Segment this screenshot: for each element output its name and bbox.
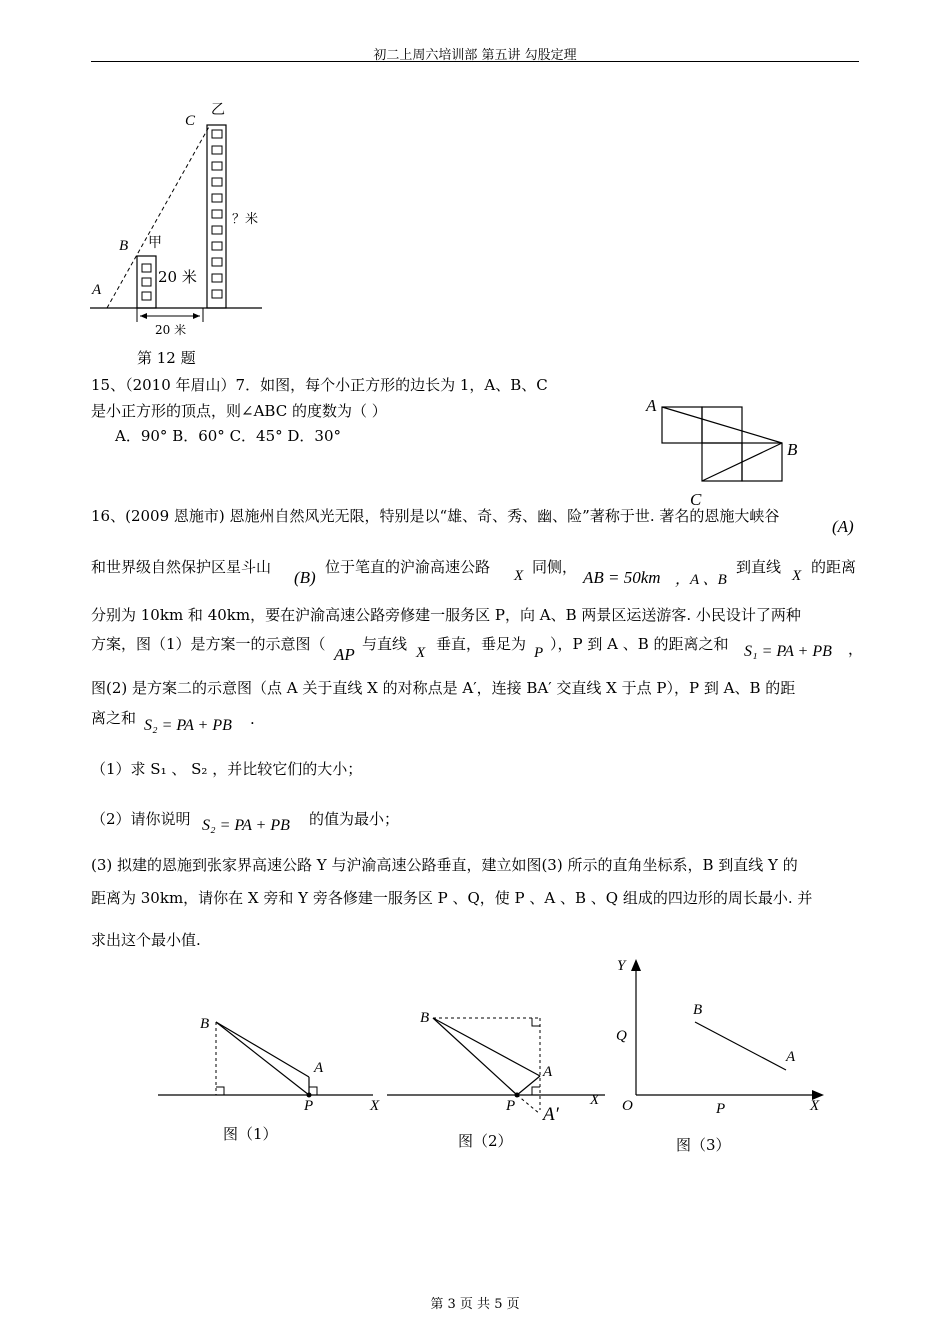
f1-label-b: B	[200, 1016, 210, 1032]
q16-part2-formula: S₂ = PA + PB	[202, 817, 290, 834]
f3-label-x: X	[810, 1098, 820, 1114]
q15-label-b: B	[787, 440, 798, 459]
q16-part3-line2: 距离为 30km，请你在 X 旁和 Y 旁各修建一服务区 P 、Q，使 P 、A 、B 、Q 组成的四边形的周长最小. 并	[91, 889, 813, 907]
q16-part3-line1: (3) 拟建的恩施到张家界高速公路 Y 与沪渝高速公路垂直，建立如图(3) 所示的直角坐标系，B 到直线 Y 的	[91, 856, 798, 874]
q16-part1: （1）求 S₁ 、 S₂ ，并比较它们的大小；	[91, 760, 363, 778]
label-point-c: C	[185, 113, 196, 129]
label-yi: 乙	[211, 103, 225, 118]
q16-line2-c: 同侧，	[532, 558, 578, 576]
q16-ap: AP	[334, 645, 355, 664]
q16-line1: 16、(2009 恩施市) 恩施州自然风光无限，特别是以“雄、奇、秀、幽、险”著称于世. 著名的恩施大峡谷	[91, 507, 780, 525]
q15-options: A．90° B．60° C．45° D．30°	[115, 427, 342, 445]
f1-caption: 图（1）	[223, 1125, 278, 1143]
q16-var-a: (A)	[832, 517, 854, 536]
q16-var-b: (B)	[294, 568, 316, 587]
q16-line3: 分别为 10km 和 40km，要在沪渝高速公路旁修建一服务区 P，向 A、B 两景区运送游客. 小民设计了两种	[91, 606, 801, 624]
q16-line2-b: 位于笔直的沪渝高速公路	[325, 558, 491, 576]
q16-line4-d: ），P 到 A 、B 的距离之和	[550, 635, 729, 653]
label-point-a: A	[92, 282, 102, 298]
figure-3-drawing	[620, 955, 830, 1115]
page-header: 初二上周六培训部 第五讲 勾股定理	[373, 48, 577, 63]
figure-q12-drawing	[90, 110, 360, 360]
f3-label-o: O	[622, 1098, 633, 1114]
label-distance-20: 20 米	[155, 323, 187, 337]
q16-x-line4: X	[416, 645, 426, 661]
label-unknown-height: ？米	[232, 212, 259, 227]
q16-part2-a: （2）请你说明	[91, 810, 191, 828]
q16-line2-e: 到直线	[736, 558, 782, 576]
figure-1-drawing	[158, 1010, 388, 1110]
q16-line4-b: 与直线	[362, 635, 408, 653]
f2-label-a-prime: A′	[543, 1104, 559, 1125]
q15-line1: 15、（2010 年眉山）7．如图，每个小正方形的边长为 1，A、B、C	[91, 376, 548, 394]
f3-caption: 图（3）	[676, 1136, 731, 1154]
q16-var-x2: X	[792, 568, 802, 584]
figure-q15-grid	[660, 405, 800, 495]
q16-part3-line3: 求出这个最小值.	[91, 931, 201, 949]
figure-caption-q12: 第 12 题	[137, 349, 196, 367]
q16-var-x: X	[514, 568, 524, 584]
f3-label-q: Q	[616, 1028, 627, 1044]
q16-s2-formula: S₂ = PA + PB	[144, 717, 232, 734]
q16-line2-d: ，A 、B	[675, 572, 727, 588]
f2-label-a: A	[543, 1064, 553, 1080]
f3-label-p: P	[716, 1101, 726, 1117]
q16-ab-eq: AB = 50km	[583, 568, 661, 587]
q16-line5: 图(2) 是方案二的示意图（点 A 关于直线 X 的对称点是 A′，连接 BA′ 交直线 X 于点 P），P 到 A、B 的距	[91, 679, 796, 697]
f1-label-p: P	[304, 1098, 314, 1114]
q16-part2-b: 的值为最小；	[309, 810, 400, 828]
f3-label-b: B	[693, 1002, 703, 1018]
page-footer: 第 3 页 共 5 页	[430, 1297, 520, 1312]
q16-line2-f: 的距离	[811, 558, 857, 576]
f2-label-b: B	[420, 1010, 430, 1026]
f1-label-a: A	[314, 1060, 324, 1076]
f2-label-x: X	[590, 1092, 600, 1108]
q16-s1-formula: S₁ = PA + PB	[744, 643, 832, 660]
q16-p-line4: P	[534, 645, 544, 661]
label-jia: 甲	[148, 236, 162, 251]
q16-line4-a: 方案，图（1）是方案一的示意图（	[91, 635, 326, 653]
f3-label-y: Y	[617, 958, 626, 974]
label-point-b: B	[119, 238, 129, 254]
f2-caption: 图（2）	[458, 1132, 513, 1150]
q16-line6-a: 离之和	[91, 709, 137, 727]
q15-label-a: A	[646, 396, 657, 415]
f1-label-x: X	[370, 1098, 380, 1114]
q16-line6-b: .	[250, 710, 255, 728]
q16-line4-e: ，	[848, 640, 864, 658]
f2-label-p: P	[506, 1098, 516, 1114]
q16-line4-c: 垂直，垂足为	[436, 635, 527, 653]
q15-line2: 是小正方形的顶点，则∠ABC 的度数为（ ）	[91, 402, 387, 420]
q16-line2-a: 和世界级自然保护区星斗山	[91, 558, 272, 576]
f3-label-a: A	[786, 1049, 796, 1065]
label-height-20: 20 米	[158, 268, 197, 286]
q15-label-c: C	[690, 490, 702, 509]
header-rule	[91, 61, 859, 62]
